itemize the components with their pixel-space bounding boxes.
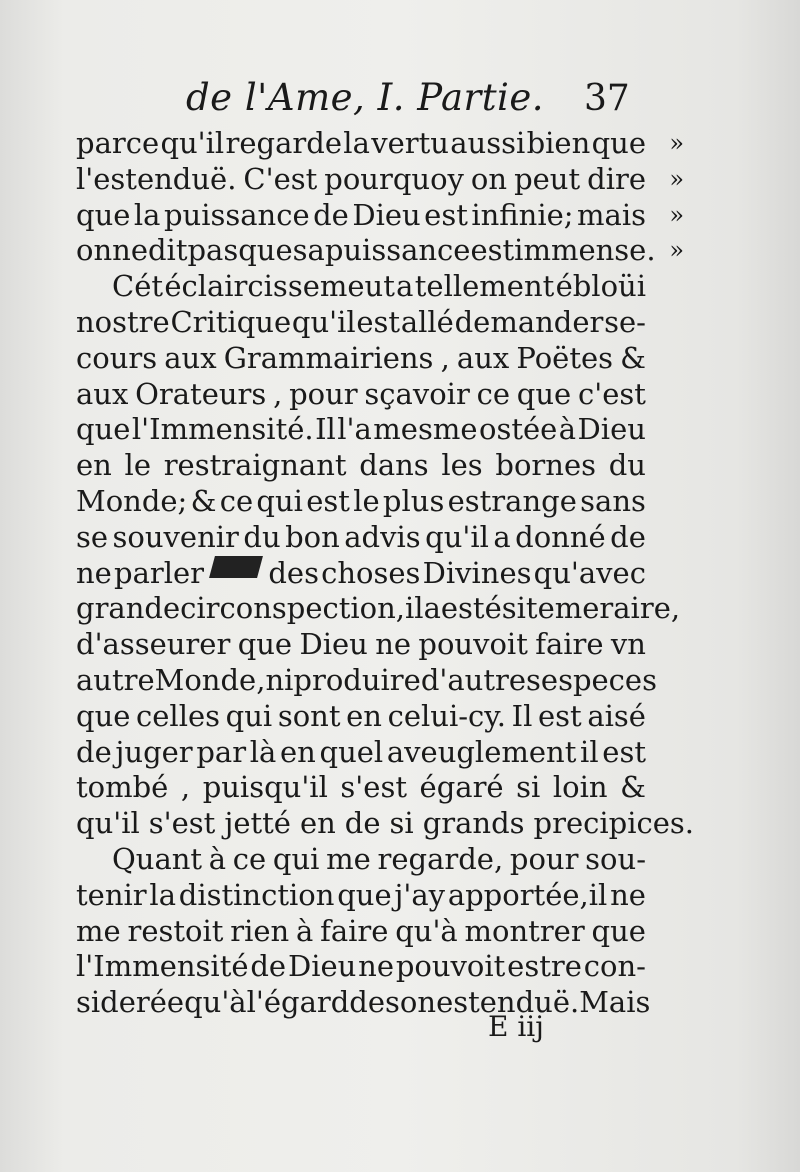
text-line [76, 161, 684, 198]
word: Monde; [76, 483, 188, 518]
word: mesme [373, 412, 478, 447]
word: produire [293, 662, 421, 697]
word: choses [321, 555, 421, 590]
word: a [396, 269, 414, 304]
word: aux [76, 376, 129, 411]
word: grands [422, 806, 525, 841]
word: loin [552, 770, 608, 805]
word: Dieu [299, 627, 368, 662]
word: aussi [450, 126, 526, 160]
word: apportée,il [447, 877, 608, 912]
word: que [237, 627, 293, 662]
word: qu'à [395, 913, 458, 948]
word: qu'il [76, 806, 140, 841]
word: à [558, 412, 577, 447]
word: puissance [163, 197, 310, 232]
word: l'égard [246, 985, 350, 1020]
word: Poëtes [516, 340, 614, 375]
word: cours [76, 340, 158, 375]
word: que [76, 698, 131, 733]
word: me [326, 841, 371, 876]
word: que [337, 877, 392, 912]
word: infinie; [471, 197, 574, 232]
word: tombé [76, 770, 169, 805]
word: j'ay [394, 877, 446, 912]
word: restoit [127, 913, 224, 948]
word: sçavoir [364, 376, 470, 411]
word: a [423, 591, 441, 626]
word: qu'il [291, 304, 356, 339]
word: la [133, 197, 161, 232]
text-line [76, 949, 646, 985]
word: Il [315, 412, 336, 447]
quote-mark: » [669, 200, 684, 229]
word: de [313, 197, 349, 232]
word: de [250, 949, 287, 984]
word: Il [511, 698, 533, 733]
word: & [620, 340, 646, 375]
text-line [76, 520, 646, 556]
word: sans [580, 483, 646, 518]
word: dire [587, 161, 646, 196]
word: ébloüi [555, 269, 646, 304]
word: ne [358, 949, 394, 984]
word: d'autres [420, 662, 541, 697]
word: qui [272, 841, 320, 876]
word: donné [515, 519, 606, 554]
word: ne [610, 877, 646, 912]
word: là [249, 734, 277, 769]
signature-mark: E iij [488, 1010, 544, 1043]
word: est [356, 304, 401, 339]
word: est [538, 698, 582, 733]
text-line [76, 341, 646, 377]
word: estrange [447, 483, 577, 518]
quote-mark: » [669, 236, 684, 265]
word: regarde, [377, 841, 504, 876]
word: que [591, 913, 646, 948]
quote-mark: » [669, 129, 684, 157]
word: en [299, 806, 336, 841]
word: estenduë. [436, 985, 580, 1020]
word: de [349, 985, 386, 1020]
word: siderée [76, 985, 185, 1020]
word: du [608, 448, 646, 483]
word: qui [225, 698, 273, 733]
word: du [243, 519, 281, 554]
word: ni [265, 662, 294, 697]
word: tellement [414, 269, 555, 304]
ink-blot [209, 556, 263, 578]
word: Grammairiens [223, 340, 434, 375]
word: Orateurs [135, 376, 267, 411]
word: de [610, 519, 646, 554]
word: l'Immensité [76, 949, 249, 984]
word: aisé [587, 698, 646, 733]
word: ne [375, 627, 412, 662]
text-line [76, 484, 646, 520]
word: qui [256, 483, 303, 518]
word: que [76, 412, 131, 447]
word: est [470, 233, 515, 268]
word: par [196, 734, 247, 769]
word: Dieu [577, 412, 646, 447]
word: il [580, 734, 599, 769]
word: ne [112, 233, 148, 268]
word: Divines [422, 555, 532, 590]
word: se- [604, 304, 646, 339]
word: , [273, 376, 283, 411]
word: aveuglement [386, 734, 577, 769]
word: especes [540, 662, 657, 697]
text-line [76, 627, 646, 663]
text-line [76, 126, 684, 162]
word: pour [289, 376, 358, 411]
word: quel [319, 734, 384, 769]
word: puisqu'il [202, 770, 328, 805]
word: plus [382, 483, 445, 518]
word: Monde, [154, 662, 266, 697]
text-line [76, 269, 646, 305]
word: allé [400, 304, 454, 339]
word: Dieu [352, 197, 421, 232]
word: jetté [224, 806, 291, 841]
word: a [493, 519, 511, 554]
word: qu'avec [533, 555, 646, 590]
word: sa [292, 233, 325, 268]
word: montrer [464, 913, 585, 948]
text-line [76, 556, 646, 592]
word: est [424, 197, 468, 232]
word: Critique [170, 304, 292, 339]
word: autre [76, 662, 155, 697]
word: à [208, 841, 227, 876]
word: rien [230, 913, 290, 948]
word: & [190, 483, 217, 518]
word: juger [115, 734, 193, 769]
word: puissance [324, 233, 471, 268]
word: dit [147, 233, 188, 268]
word: la [343, 126, 370, 160]
word: si [501, 591, 526, 626]
word: à [296, 913, 314, 948]
word: l'Immensité. [131, 412, 314, 447]
word: Cét [112, 269, 164, 304]
word: aux [456, 340, 510, 375]
text-line [76, 448, 646, 484]
word: temeraire, [525, 591, 681, 626]
word: c'est [577, 376, 646, 411]
word: ce [232, 841, 267, 876]
word: C'est [243, 161, 318, 196]
word: que [516, 376, 572, 411]
word: que [238, 233, 293, 268]
word: le [124, 448, 151, 483]
word: on [470, 161, 508, 196]
word: égaré [419, 770, 504, 805]
word: nostre [76, 304, 170, 339]
word: en [76, 448, 112, 483]
word: de [344, 806, 381, 841]
word: souvenir [112, 519, 239, 554]
word: , [180, 770, 191, 805]
word: circonspection,il [180, 591, 424, 626]
word: mais [577, 197, 646, 232]
word: en [279, 734, 316, 769]
word: vertu [371, 126, 449, 160]
word: me [76, 913, 121, 948]
word: ostée [478, 412, 558, 447]
word: celui-cy. [387, 698, 507, 733]
word: de [76, 734, 112, 769]
word: la [149, 877, 176, 912]
word: dans [359, 448, 429, 483]
word: vn [610, 627, 646, 662]
page-number: 37 [584, 78, 630, 119]
word: celles [136, 698, 221, 733]
word: peut [514, 161, 581, 196]
word: parce [76, 126, 160, 160]
page-header [0, 76, 800, 126]
word: restraignant [163, 448, 347, 483]
word: ce [476, 376, 511, 411]
running-title: de l'Ame, I. Partie. [186, 76, 545, 119]
word: pouvoit [395, 949, 506, 984]
word: bon [285, 519, 340, 554]
word: les [441, 448, 483, 483]
word: pour [509, 841, 579, 876]
text-line [76, 377, 646, 413]
word: que [76, 197, 131, 232]
word: si [516, 770, 541, 805]
text-line [76, 412, 646, 448]
word: , [440, 340, 450, 375]
text-line [76, 914, 646, 950]
word: en [346, 698, 382, 733]
word: precipices. [533, 806, 694, 841]
word: bornes [495, 448, 597, 483]
word: parler [114, 555, 205, 590]
word: tenir [76, 877, 147, 912]
text-line [76, 233, 684, 269]
body-text [76, 126, 694, 1021]
text-line [76, 985, 651, 1021]
word: Dieu [287, 949, 357, 984]
word: qu'il [160, 126, 225, 160]
word: si [389, 806, 414, 841]
word: que [591, 126, 646, 160]
word: aux [164, 340, 217, 375]
word: ne [76, 555, 112, 590]
word: & [620, 770, 646, 805]
word: ce [219, 483, 254, 518]
text-line [76, 591, 681, 627]
word: demander [454, 304, 604, 339]
word: grande [76, 591, 181, 626]
word: son [385, 985, 437, 1020]
word: faire [535, 627, 604, 662]
quote-mark: » [669, 164, 684, 193]
word: esté [440, 591, 502, 626]
word: bien [526, 126, 591, 160]
text-line [76, 770, 646, 806]
word: s'est [340, 770, 407, 805]
word: l'estenduë. [76, 161, 237, 196]
word: pas [187, 233, 239, 268]
word: l'a [337, 412, 372, 447]
word: sou- [585, 841, 646, 876]
word: con- [583, 949, 646, 984]
word: éclaircissemeut [164, 269, 395, 304]
word: qu'il [425, 519, 489, 554]
text-line [76, 842, 646, 878]
word: est [306, 483, 350, 518]
word: estre [507, 949, 582, 984]
text-line [76, 197, 684, 234]
word: des [268, 555, 319, 590]
word: s'est [148, 806, 216, 841]
text-line [76, 806, 694, 842]
word: qu'à [184, 985, 247, 1020]
word: pouvoit [418, 627, 528, 662]
word: sont [277, 698, 341, 733]
word: se [76, 519, 109, 554]
text-line [76, 878, 646, 914]
word: Mais [579, 985, 651, 1020]
word: d'asseurer [76, 627, 231, 662]
word: pourquoy [324, 161, 464, 196]
word: on [76, 233, 113, 268]
word: le [353, 483, 380, 518]
word: immense. [514, 233, 656, 268]
text-line [76, 735, 646, 771]
word: Quant [112, 841, 203, 876]
word: advis [344, 519, 421, 554]
word: est [602, 734, 646, 769]
text-line [76, 662, 657, 699]
word: faire [320, 913, 389, 948]
word: regarde [225, 126, 342, 160]
word: distinction [178, 877, 335, 912]
text-line [76, 699, 646, 735]
text-line [76, 305, 646, 341]
